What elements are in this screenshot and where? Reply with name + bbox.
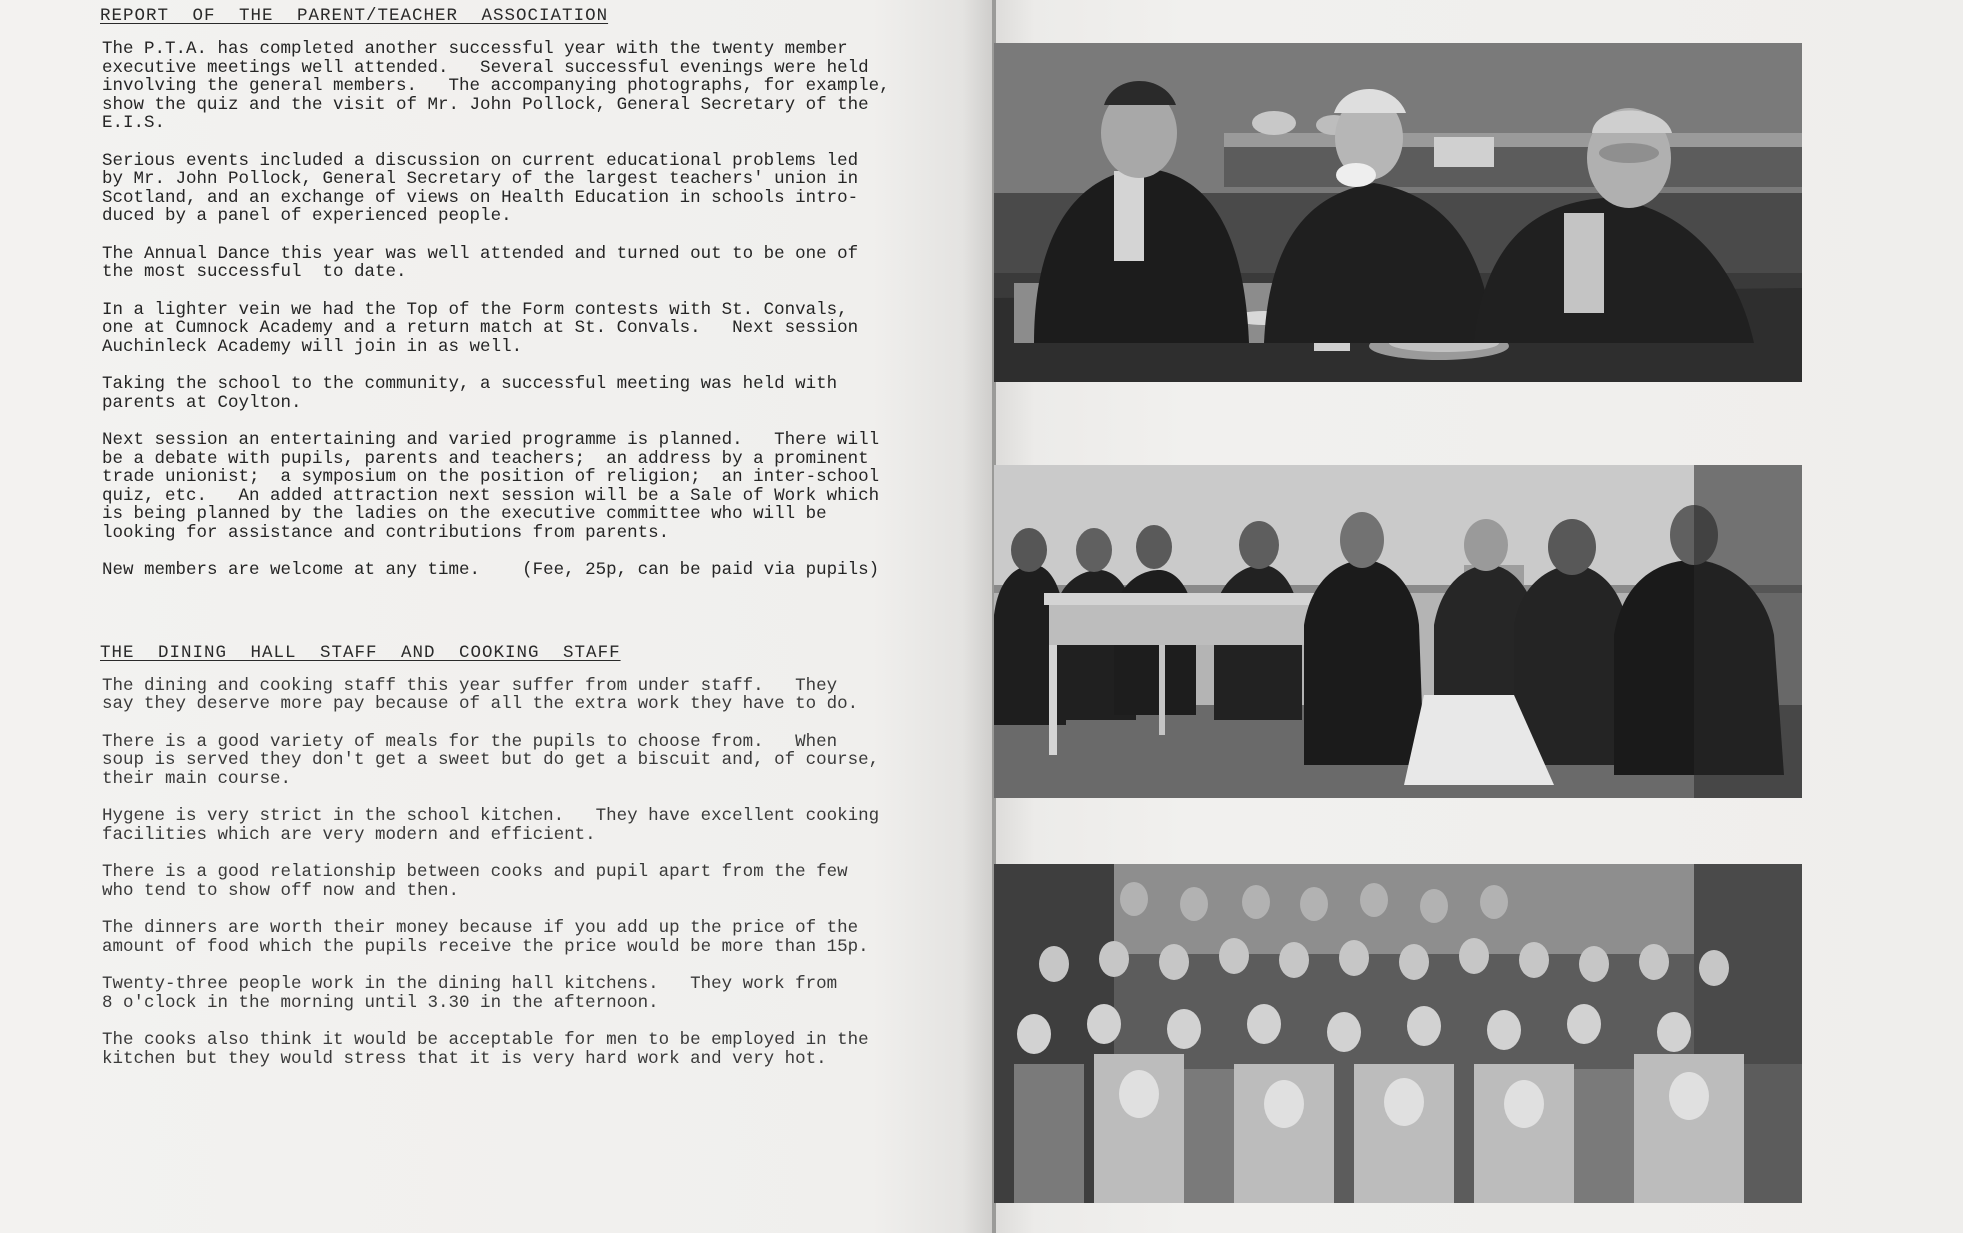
dining-paragraph: Hygene is very strict in the school kitchen. They have excellent cooking facilities which are very modern and efficient. (102, 806, 880, 845)
text-column (96, 6, 976, 1087)
cooking-staff-photo (994, 864, 1802, 1203)
pta-paragraph: Taking the school to the community, a successful meeting was held with parents at Coylton. (102, 374, 838, 413)
tea-visit-photo-image (994, 43, 1802, 382)
quiz-photo-image (994, 465, 1802, 798)
section-gap (96, 599, 976, 643)
quiz-photo (994, 465, 1802, 798)
pta-paragraph: Serious events included a discussion on current educational problems led by Mr. John Pollock, General Secretary of the largest teachers' union in Scotland, and an exchange of views on Health Education in schools intro- duced by a panel of experienced people. (102, 150, 859, 226)
dining-paragraph: Twenty-three people work in the dining hall kitchens. They work from 8 o'clock in the morning until 3.30 in the afternoon. (102, 974, 838, 1013)
dining-paragraph: The cooks also think it would be acceptable for men to be employed in the kitchen but they would stress that it is very hard work and very hot. (102, 1030, 869, 1069)
pta-paragraph: The P.T.A. has completed another successful year with the twenty member executive meetings well attended. Several successful evenings were held involving the general members. The accompanying photographs, for example, show the quiz and the visit of Mr. John Pollock, General Secretary of the E.I.S. (102, 39, 890, 133)
pta-paragraph: New members are welcome at any time. (Fee, 25p, can be paid via pupils) (102, 560, 880, 580)
dining-paragraph: The dinners are worth their money because if you add up the price of the amount of food which the pupils receive the price would be more than 15p. (102, 918, 869, 957)
pta-paragraph: In a lighter vein we had the Top of the Form contests with St. Convals, one at Cumnock Academy and a return match at St. Convals. Next session Auchinleck Academy will join in as well. (102, 299, 859, 357)
dining-heading: THE DINING HALL STAFF AND COOKING STAFF (100, 642, 621, 663)
pta-paragraph: The Annual Dance this year was well attended and turned out to be one of the most successful to date. (102, 243, 859, 282)
dining-paragraph: The dining and cooking staff this year suffer from under staff. They say they deserve more pay because of all the extra work they have to do. (102, 675, 859, 714)
dining-paragraph: There is a good variety of meals for the pupils to choose from. When soup is served they don't get a sweet but do get a biscuit and, of course, their main course. (102, 731, 880, 789)
pta-paragraph: Next session an entertaining and varied programme is planned. There will be a debate with pupils, parents and teachers; an address by a prominent trade unionist; a symposium on the position of religion; an inter-school quiz, etc. An added attraction next session will be a Sale of Work which is being planned by the ladies on the executive committee who will be looking for assistance and contributions from parents. (102, 430, 880, 543)
tea-visit-photo (994, 43, 1802, 382)
cooking-staff-photo-image (994, 864, 1802, 1203)
dining-paragraph: There is a good relationship between cooks and pupil apart from the few who tend to show off now and then. (102, 862, 848, 901)
pta-heading: REPORT OF THE PARENT/TEACHER ASSOCIATION (100, 6, 609, 26)
